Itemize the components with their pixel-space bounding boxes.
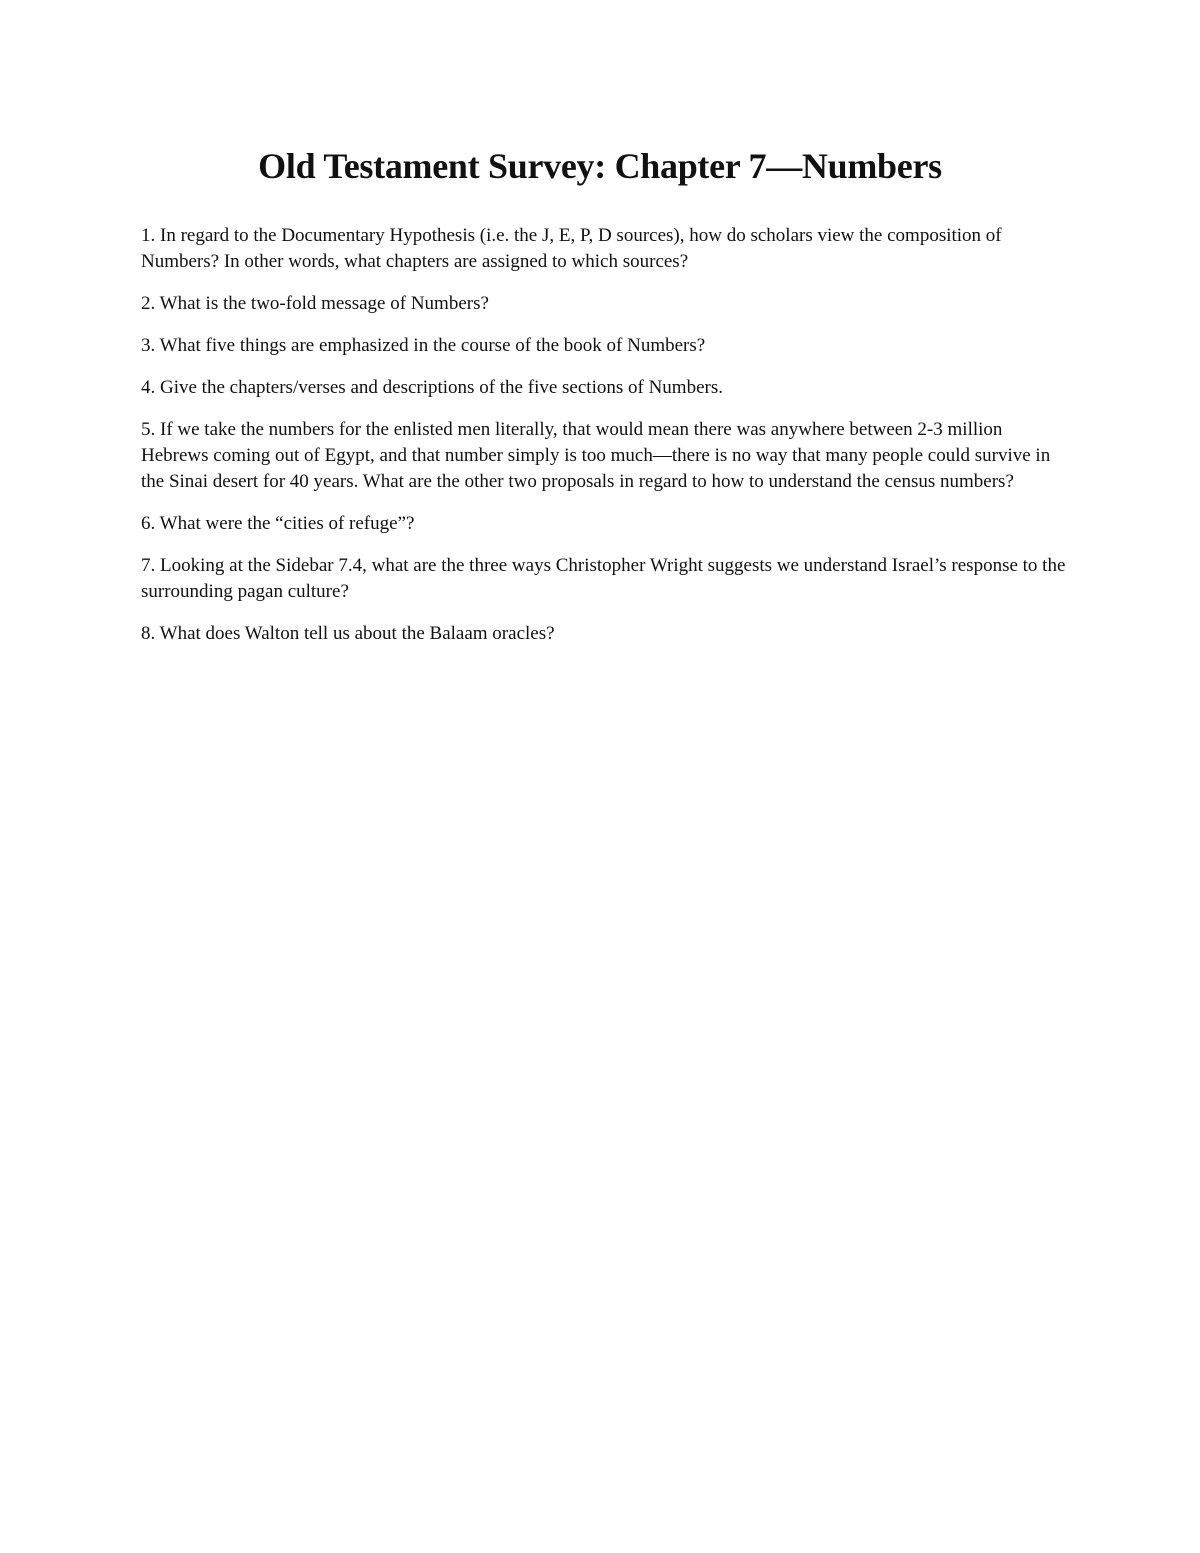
question-6: 6. What were the “cities of refuge”? [141, 513, 415, 534]
question-5: 5. If we take the numbers for the enlisted men literally, that would mean there was anywhere between 2-3 million Hebrews coming out of Egypt, and that number simply is too much—there is no way that many people could survive in the Sinai desert for 40 years. What are the other two proposals in regard to how to understand the census numbers? [141, 419, 1051, 492]
document-title: Old Testament Survey: Chapter 7—Numbers [258, 146, 942, 186]
question-2: 2. What is the two-fold message of Numbers? [141, 293, 489, 314]
question-4: 4. Give the chapters/verses and descriptions of the five sections of Numbers. [141, 377, 723, 398]
question-list [141, 223, 1066, 663]
question-3: 3. What five things are emphasized in the course of the book of Numbers? [141, 335, 706, 356]
question-7: 7. Looking at the Sidebar 7.4, what are the three ways Christopher Wright suggests we understand Israel’s response to the surrounding pagan culture? [141, 555, 1066, 602]
question-8: 8. What does Walton tell us about the Balaam oracles? [141, 623, 555, 644]
question-1: 1. In regard to the Documentary Hypothesis (i.e. the J, E, P, D sources), how do scholars view the composition of Numbers? In other words, what chapters are assigned to which sources? [141, 225, 1002, 272]
